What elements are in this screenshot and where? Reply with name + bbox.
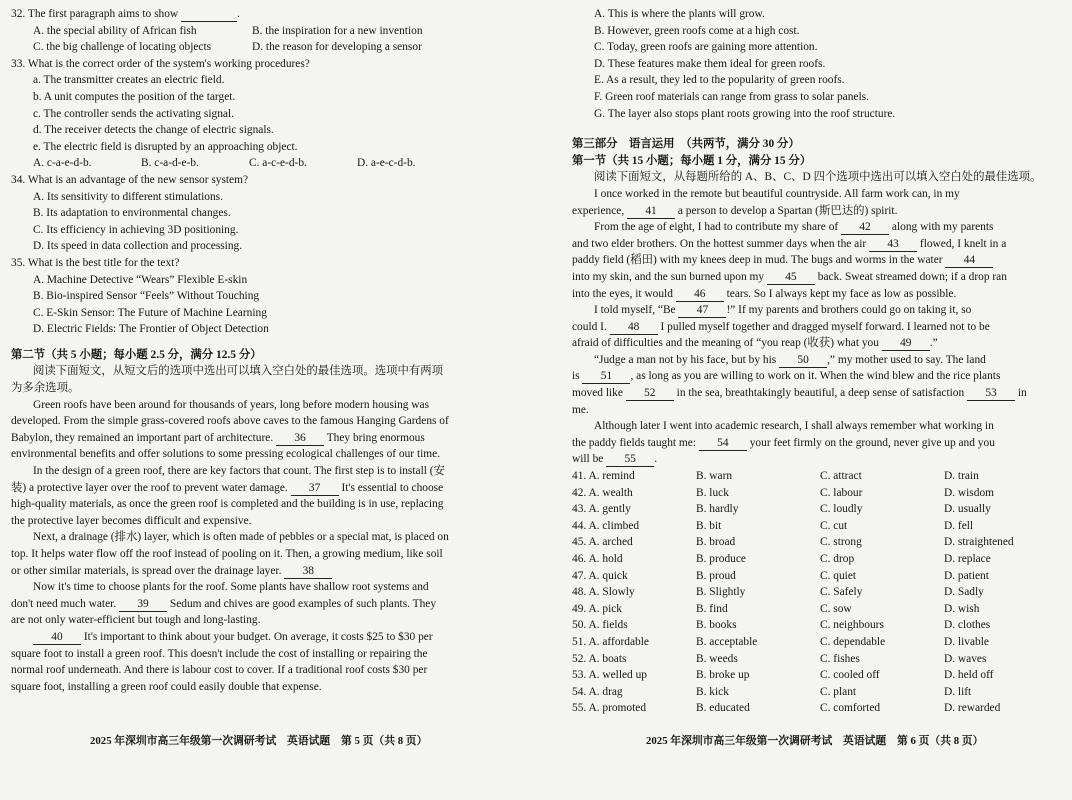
page-footer: 2025 年深圳市高三年级第一次调研考试 英语试题 第 6 页（共 8 页） — [646, 735, 984, 747]
option-52-d: D. waves — [944, 652, 987, 665]
cloze-options-table — [572, 468, 1062, 717]
section-1-instructions: 阅读下面短文，从每题所给的 A、B、C、D 四个选项中选出可以填入空白处的最佳选项。 — [594, 171, 1042, 184]
option-52-a: 52. A. boats — [572, 652, 627, 665]
option-45-b: B. broad — [696, 536, 736, 549]
option-42-d: D. wisdom — [944, 486, 994, 499]
step-a: a. The transmitter creates an electric field. — [33, 74, 225, 87]
green-roof-passage: Green roofs have been around for thousands of years, long before modern housing was developed. From the simple grass-covered roofs above caves to the famous Hanging Gardens of Babylon, they remained an important part of architecture. 36 They bring enormous environmental benefits and offer solutions to some pressing ecological challenges of our time. In the design of a green roof, there are key factors that count. The first step is to install (安 装) a protective layer over the roof to prevent water damage. 37 It's essential to choose high-quality materials, as once the green roof is completed and the building is in use, replacing the protective layer becomes difficult and expensive. Next, a drainage (排水) layer, which is often made of pebbles or a special mat, is placed on top. It helps water flow off the roof instead of pooling on it. Then, a growing medium, like soil or other similar materials, is spread over the drainage layer. 38 Now it's time to choose plants for the roof. Some plants have shallow root systems and don't need much water. 39 Sedum and chives are good examples of such plants. They are not only water-efficient but tough and long-lasting. 40 It's important to think about your budget. On average, it costs $25 to $30 per square foot to install a green roof. This doesn't include the cost of installing or repairing the normal roof underneath. And there is labour cost to cover. If a traditional roof costs $30 per square foot, installing a green roof could easily double that expense. — [11, 398, 449, 693]
option-46-a: 46. A. hold — [572, 553, 623, 565]
step-b: b. A unit computes the position of the target. — [33, 90, 236, 103]
option-54-a: 54. A. drag — [572, 685, 623, 698]
option-45-c: C. strong — [820, 536, 862, 549]
option-44-c: C. cut — [820, 519, 848, 532]
step-d: d. The receiver detects the change of electric signals. — [33, 124, 274, 137]
question-32: 32. The first paragraph aims to show . — [11, 8, 240, 20]
option-45-a: 45. A. arched — [572, 536, 633, 549]
option-43-c: C. loudly — [820, 503, 863, 516]
choice-g: G. The layer also stops plant roots growing into the roof structure. — [594, 107, 896, 120]
option-51-c: C. dependable — [820, 635, 886, 648]
question-33: 33. What is the correct order of the system's working procedures? — [11, 57, 310, 70]
option-44-b: B. bit — [696, 519, 722, 532]
answer-blank — [181, 8, 237, 22]
option-51-a: 51. A. affordable — [572, 635, 649, 648]
option-49-a: 49. A. pick — [572, 602, 622, 615]
option-53-b: B. broke up — [696, 669, 750, 682]
blank-44: 44 — [945, 254, 993, 268]
option-c: C. a-c-e-d-b. — [249, 157, 307, 170]
section-2-instructions: 阅读下面短文，从短文后的选项中选出可以填入空白处的最佳选项。选项中有两项 — [33, 365, 444, 378]
option-54-b: B. kick — [696, 685, 729, 698]
option-43-a: 43. A. gently — [572, 503, 631, 516]
option-a: A. c-a-e-d-b. — [33, 157, 92, 170]
blank-40: 40 — [33, 631, 81, 645]
option-55-a: 55. A. promoted — [572, 702, 647, 715]
option-53-d: D. held off — [944, 669, 994, 682]
option-d: D. a-e-c-d-b. — [357, 157, 416, 170]
option-b: B. c-a-d-e-b. — [141, 157, 199, 170]
option-d: D. Its speed in data collection and processing. — [33, 240, 243, 253]
options-33 — [11, 155, 526, 172]
option-42-b: B. luck — [696, 486, 729, 499]
option-d: D. the reason for developing a sensor — [252, 41, 422, 54]
blank-52: 52 — [626, 387, 674, 401]
exam-page-6 — [536, 0, 1072, 800]
option-44-a: 44. A. climbed — [572, 519, 640, 532]
blank-46: 46 — [676, 288, 724, 302]
options-32 — [11, 23, 526, 56]
blank-49: 49 — [882, 337, 930, 351]
choice-a: A. This is where the plants will grow. — [594, 8, 765, 20]
cloze-passage: I once worked in the remote but beautiful countryside. All farm work can, in my experience, 41 a person to develop a Spartan (斯巴达的) spirit. From the age of eight, I had to contribute my share of 42 along with my parents and two elder brothers. On the hottest summer days when the air 43 flowed, I knelt in a paddy field (稻田) with my knees deep in mud. The bugs and worms in the water 44 into my skin, and the sun burned upon my 45 back. Sweat streamed down; if a drop ran into the eyes, it would 46 tears. So I always kept my face as low as possible. I told myself, “Be 47 !” If my parents and brothers could go on taking it, so could I. 48 I pulled myself together and dragged myself forward. I learned not to be afraid of difficulties and the meaning of “you reap (收获) what you 49 .” “Judge a man not by his face, but by his 50 ,” my mother used to say. The land is 51 , as long as you are willing to work on it. When the wind blew and the rice plants moved like 52 in the sea, breathtakingly beautiful, a deep sense of satisfaction 53 in me. Although later I went into academic research, I shall always remember what working in the paddy fields taught me: 54 your feet firmly on the ground, never give up and you will be 55 . — [572, 187, 1027, 466]
option-46-c: C. drop — [820, 553, 855, 565]
part-3-title: 第三部分 语言运用 （共两节，满分 30 分） — [572, 138, 800, 151]
option-48-b: B. Slightly — [696, 586, 746, 599]
option-41-a: 41. A. remind — [572, 470, 635, 483]
option-a: A. the special ability of African fish — [33, 24, 197, 37]
blank-38: 38 — [284, 565, 332, 579]
option-c: C. Its efficiency in achieving 3D positioning. — [33, 223, 239, 236]
section-1-title: 第一节（共 15 小题；每小题 1 分，满分 15 分） — [572, 154, 812, 167]
option-44-d: D. fell — [944, 519, 974, 532]
option-53-a: 53. A. welled up — [572, 669, 647, 682]
section-2-title: 第二节（共 5 小题；每小题 2.5 分，满分 12.5 分） — [11, 348, 262, 361]
option-53-c: C. cooled off — [820, 669, 880, 682]
blank-51: 51 — [582, 370, 630, 384]
option-b: B. Its adaptation to environmental changes. — [33, 207, 231, 220]
question-35: 35. What is the best title for the text? — [11, 256, 180, 269]
option-52-c: C. fishes — [820, 652, 860, 665]
option-d: D. Electric Fields: The Frontier of Object Detection — [33, 323, 269, 336]
option-b: B. Bio-inspired Sensor “Feels” Without Touching — [33, 290, 260, 303]
seven-choice-options — [572, 6, 1062, 122]
option-42-a: 42. A. wealth — [572, 486, 633, 499]
option-50-a: 50. A. fields — [572, 619, 628, 632]
option-46-d: D. replace — [944, 553, 991, 565]
option-52-b: B. weeds — [696, 652, 738, 665]
choice-e: E. As a result, they led to the popularity of green roofs. — [594, 74, 845, 87]
page-footer: 2025 年深圳市高三年级第一次调研考试 英语试题 第 5 页（共 8 页） — [90, 735, 428, 747]
choice-b: B. However, green roofs come at a high cost. — [594, 24, 800, 37]
option-54-c: C. plant — [820, 685, 857, 698]
option-47-a: 47. A. quick — [572, 569, 628, 582]
blank-54: 54 — [699, 437, 747, 451]
blank-41: 41 — [627, 205, 675, 219]
option-43-b: B. hardly — [696, 503, 739, 516]
option-41-b: B. warn — [696, 470, 733, 483]
option-a: A. Its sensitivity to different stimulations. — [33, 190, 223, 203]
blank-53: 53 — [967, 387, 1015, 401]
choice-f: F. Green roof materials can range from grass to solar panels. — [594, 90, 869, 103]
option-46-b: B. produce — [696, 553, 746, 565]
option-47-b: B. proud — [696, 569, 736, 582]
blank-39: 39 — [119, 598, 167, 612]
blank-55: 55 — [606, 453, 654, 467]
option-c: C. E-Skin Sensor: The Future of Machine Learning — [33, 306, 267, 319]
option-a: A. Machine Detective “Wears” Flexible E-skin — [33, 273, 248, 286]
step-c: c. The controller sends the activating signal. — [33, 107, 234, 120]
blank-47: 47 — [678, 304, 726, 318]
option-50-b: B. books — [696, 619, 737, 632]
question-stem: 32. The first paragraph aims to show — [11, 8, 179, 20]
option-55-b: B. educated — [696, 702, 750, 715]
option-49-c: C. sow — [820, 602, 852, 615]
option-48-a: 48. A. Slowly — [572, 586, 635, 599]
option-50-c: C. neighbours — [820, 619, 884, 632]
blank-50: 50 — [779, 354, 827, 368]
option-47-d: D. patient — [944, 569, 989, 582]
option-47-c: C. quiet — [820, 569, 857, 582]
choice-d: D. These features make them ideal for green roofs. — [594, 57, 826, 70]
step-e: e. The electric field is disrupted by an approaching object. — [33, 140, 298, 153]
choice-c: C. Today, green roofs are gaining more attention. — [594, 41, 818, 54]
option-48-d: D. Sadly — [944, 586, 984, 599]
blank-42: 42 — [841, 221, 889, 235]
option-49-b: B. find — [696, 602, 728, 615]
option-55-d: D. rewarded — [944, 702, 1001, 715]
option-42-c: C. labour — [820, 486, 863, 499]
option-45-d: D. straightened — [944, 536, 1014, 549]
option-54-d: D. lift — [944, 685, 972, 698]
option-49-d: D. wish — [944, 602, 980, 615]
blank-43: 43 — [869, 238, 917, 252]
option-43-d: D. usually — [944, 503, 991, 516]
question-34: 34. What is an advantage of the new sensor system? — [11, 173, 249, 186]
option-c: C. the big challenge of locating objects — [33, 41, 212, 54]
blank-36: 36 — [276, 432, 324, 446]
section-2-instructions-cont: 为多余选项。 — [11, 382, 80, 395]
option-51-d: D. livable — [944, 635, 989, 648]
option-51-b: B. acceptable — [696, 635, 758, 648]
option-41-d: D. train — [944, 470, 979, 483]
option-50-d: D. clothes — [944, 619, 991, 632]
blank-45: 45 — [767, 271, 815, 285]
option-55-c: C. comforted — [820, 702, 881, 715]
option-b: B. the inspiration for a new invention — [252, 24, 423, 37]
option-48-c: C. Safely — [820, 586, 863, 599]
blank-48: 48 — [610, 321, 658, 335]
option-41-c: C. attract — [820, 470, 862, 483]
blank-37: 37 — [291, 482, 339, 496]
